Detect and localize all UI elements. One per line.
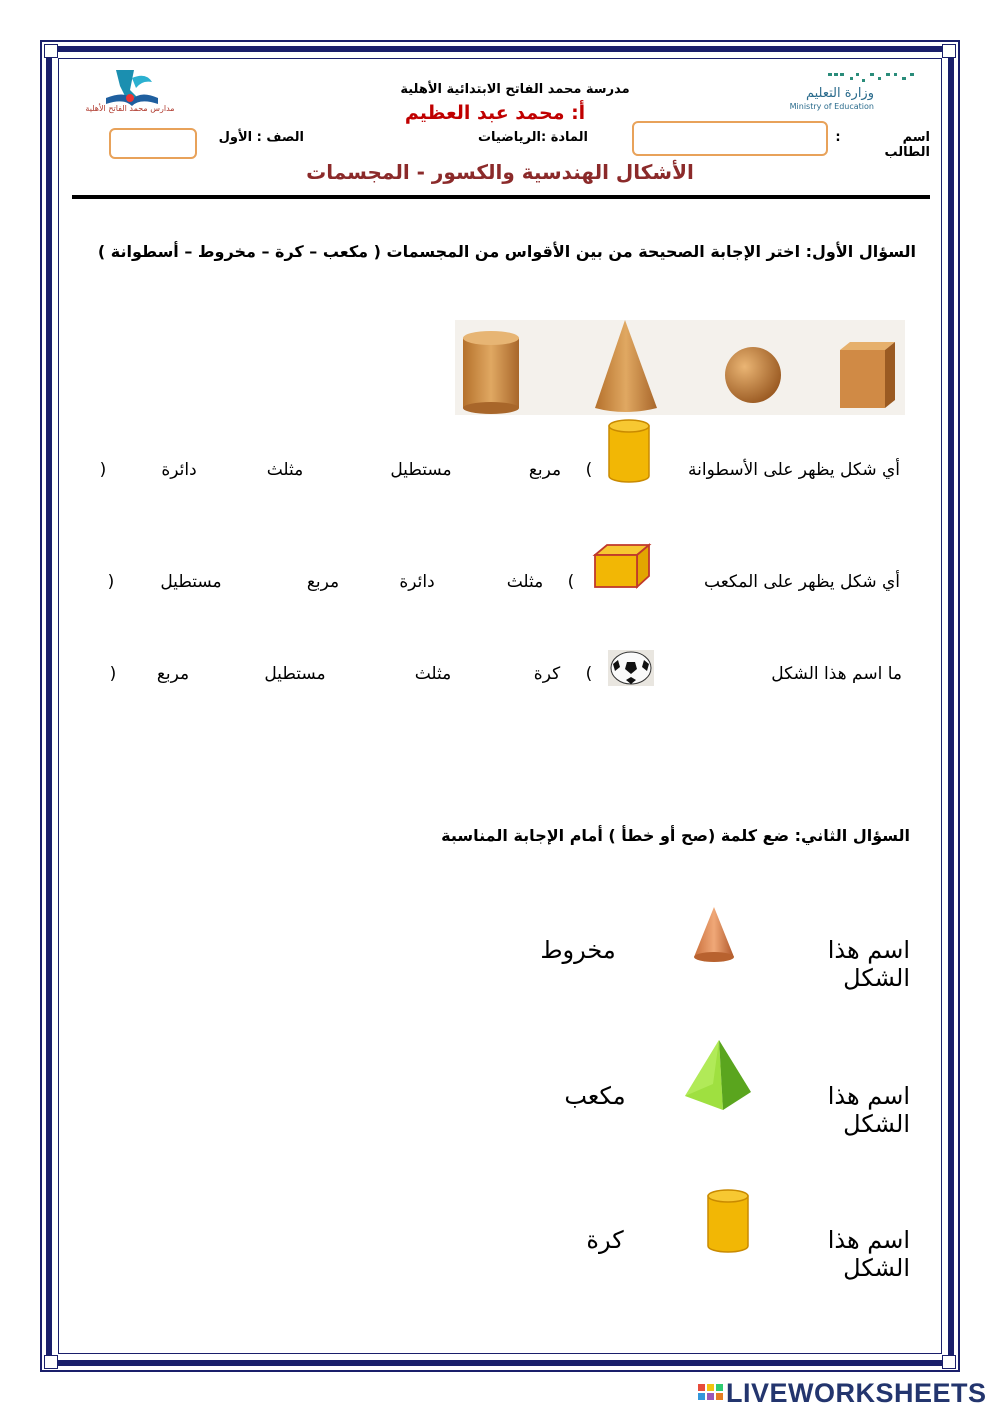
cylinder-icon	[606, 418, 652, 484]
q1-row1-option-3[interactable]: مثلث	[266, 460, 304, 480]
q1-instruction: السؤال الأول: اختر الإجابة الصحيحة من بين الأقواس من المجسمات ( مكعب – كرة – مخروط – أسطوانة )	[97, 242, 916, 261]
corner-ornament	[44, 1355, 58, 1369]
student-name-label: اسم الطالب	[884, 130, 930, 160]
q1-row1-option-2[interactable]: مستطيل	[390, 460, 452, 480]
q1-row3-open-paren: (	[585, 664, 593, 684]
q2-row1-prompt: اسم هذا الشكل	[827, 936, 910, 992]
q2-instruction: السؤال الثاني: ضع كلمة (صح أو خطأ ) أمام الإجابة المناسبة	[441, 826, 910, 845]
pyramid-icon	[683, 1038, 753, 1112]
q1-row1-close-paren: )	[99, 460, 107, 480]
corner-ornament	[44, 44, 58, 58]
cone-icon	[690, 905, 738, 965]
q1-row2-option-2[interactable]: دائرة	[399, 572, 435, 592]
corner-ornament	[942, 1355, 956, 1369]
student-name-input[interactable]	[632, 121, 828, 156]
soccer-ball-icon	[608, 650, 654, 686]
q2-row3-answer[interactable]: كرة	[586, 1226, 624, 1254]
q1-row3-prompt: ما اسم هذا الشكل	[771, 664, 902, 684]
q1-row2-prompt: أي شكل يظهر على المكعب	[704, 572, 900, 592]
school-logo-caption: مدارس محمد الفاتح الأهلية	[85, 104, 175, 113]
q1-row2-close-paren: )	[107, 572, 115, 592]
sphere-solid-icon	[725, 347, 781, 403]
q1-row2-option-3[interactable]: مربع	[306, 572, 340, 592]
liveworksheets-brand[interactable]: LIVEWORKSHEETS	[726, 1378, 987, 1408]
ministry-logo	[782, 70, 922, 86]
q1-row1-option-4[interactable]: دائرة	[161, 460, 197, 480]
corner-ornament	[942, 44, 956, 58]
q1-row3-option-1[interactable]: كرة	[533, 664, 561, 684]
student-name-colon: :	[835, 130, 841, 145]
ministry-logo-icon	[782, 71, 922, 85]
header-divider	[72, 195, 930, 199]
grade-input[interactable]	[109, 128, 197, 159]
teacher-name: أ: محمد عبد العظيم	[404, 102, 586, 124]
cone-solid-icon	[595, 320, 657, 412]
q1-row1-open-paren: (	[585, 460, 593, 480]
q1-row3-option-3[interactable]: مستطيل	[264, 664, 326, 684]
cylinder-icon	[705, 1188, 751, 1254]
cylinder-solid-icon	[463, 331, 519, 414]
q1-row2-option-1[interactable]: مثلث	[506, 572, 544, 592]
q1-row3-option-4[interactable]: مربع	[156, 664, 190, 684]
q1-row3-option-2[interactable]: مثلث	[414, 664, 452, 684]
grade-label: الصف : الأول	[218, 130, 304, 145]
school-name: مدرسة محمد الفاتح الابتدائية الأهلية	[400, 82, 630, 97]
q1-row2-open-paren: (	[567, 572, 575, 592]
liveworksheets-logo-icon	[698, 1384, 724, 1406]
worksheet-title: الأشكال الهندسية والكسور - المجسمات	[306, 160, 694, 184]
q2-row3-prompt: اسم هذا الشكل	[827, 1226, 910, 1282]
ministry-name-en: Ministry of Education	[789, 102, 874, 111]
q2-row2-prompt: اسم هذا الشكل	[827, 1082, 910, 1138]
q1-row1-option-1[interactable]: مربع	[528, 460, 562, 480]
q1-row3-close-paren: )	[109, 664, 117, 684]
cube-icon	[592, 542, 652, 590]
solids-image	[455, 320, 905, 415]
q1-row1-prompt: أي شكل يظهر على الأسطوانة	[688, 460, 900, 480]
q2-row2-answer[interactable]: مكعب	[564, 1082, 626, 1110]
ministry-name-ar: وزارة التعليم	[805, 86, 874, 101]
q2-row1-answer[interactable]: مخروط	[540, 936, 616, 964]
subject-label: المادة :الرياضيات	[477, 130, 588, 145]
q1-row2-option-4[interactable]: مستطيل	[160, 572, 222, 592]
cube-solid-icon	[840, 342, 895, 408]
